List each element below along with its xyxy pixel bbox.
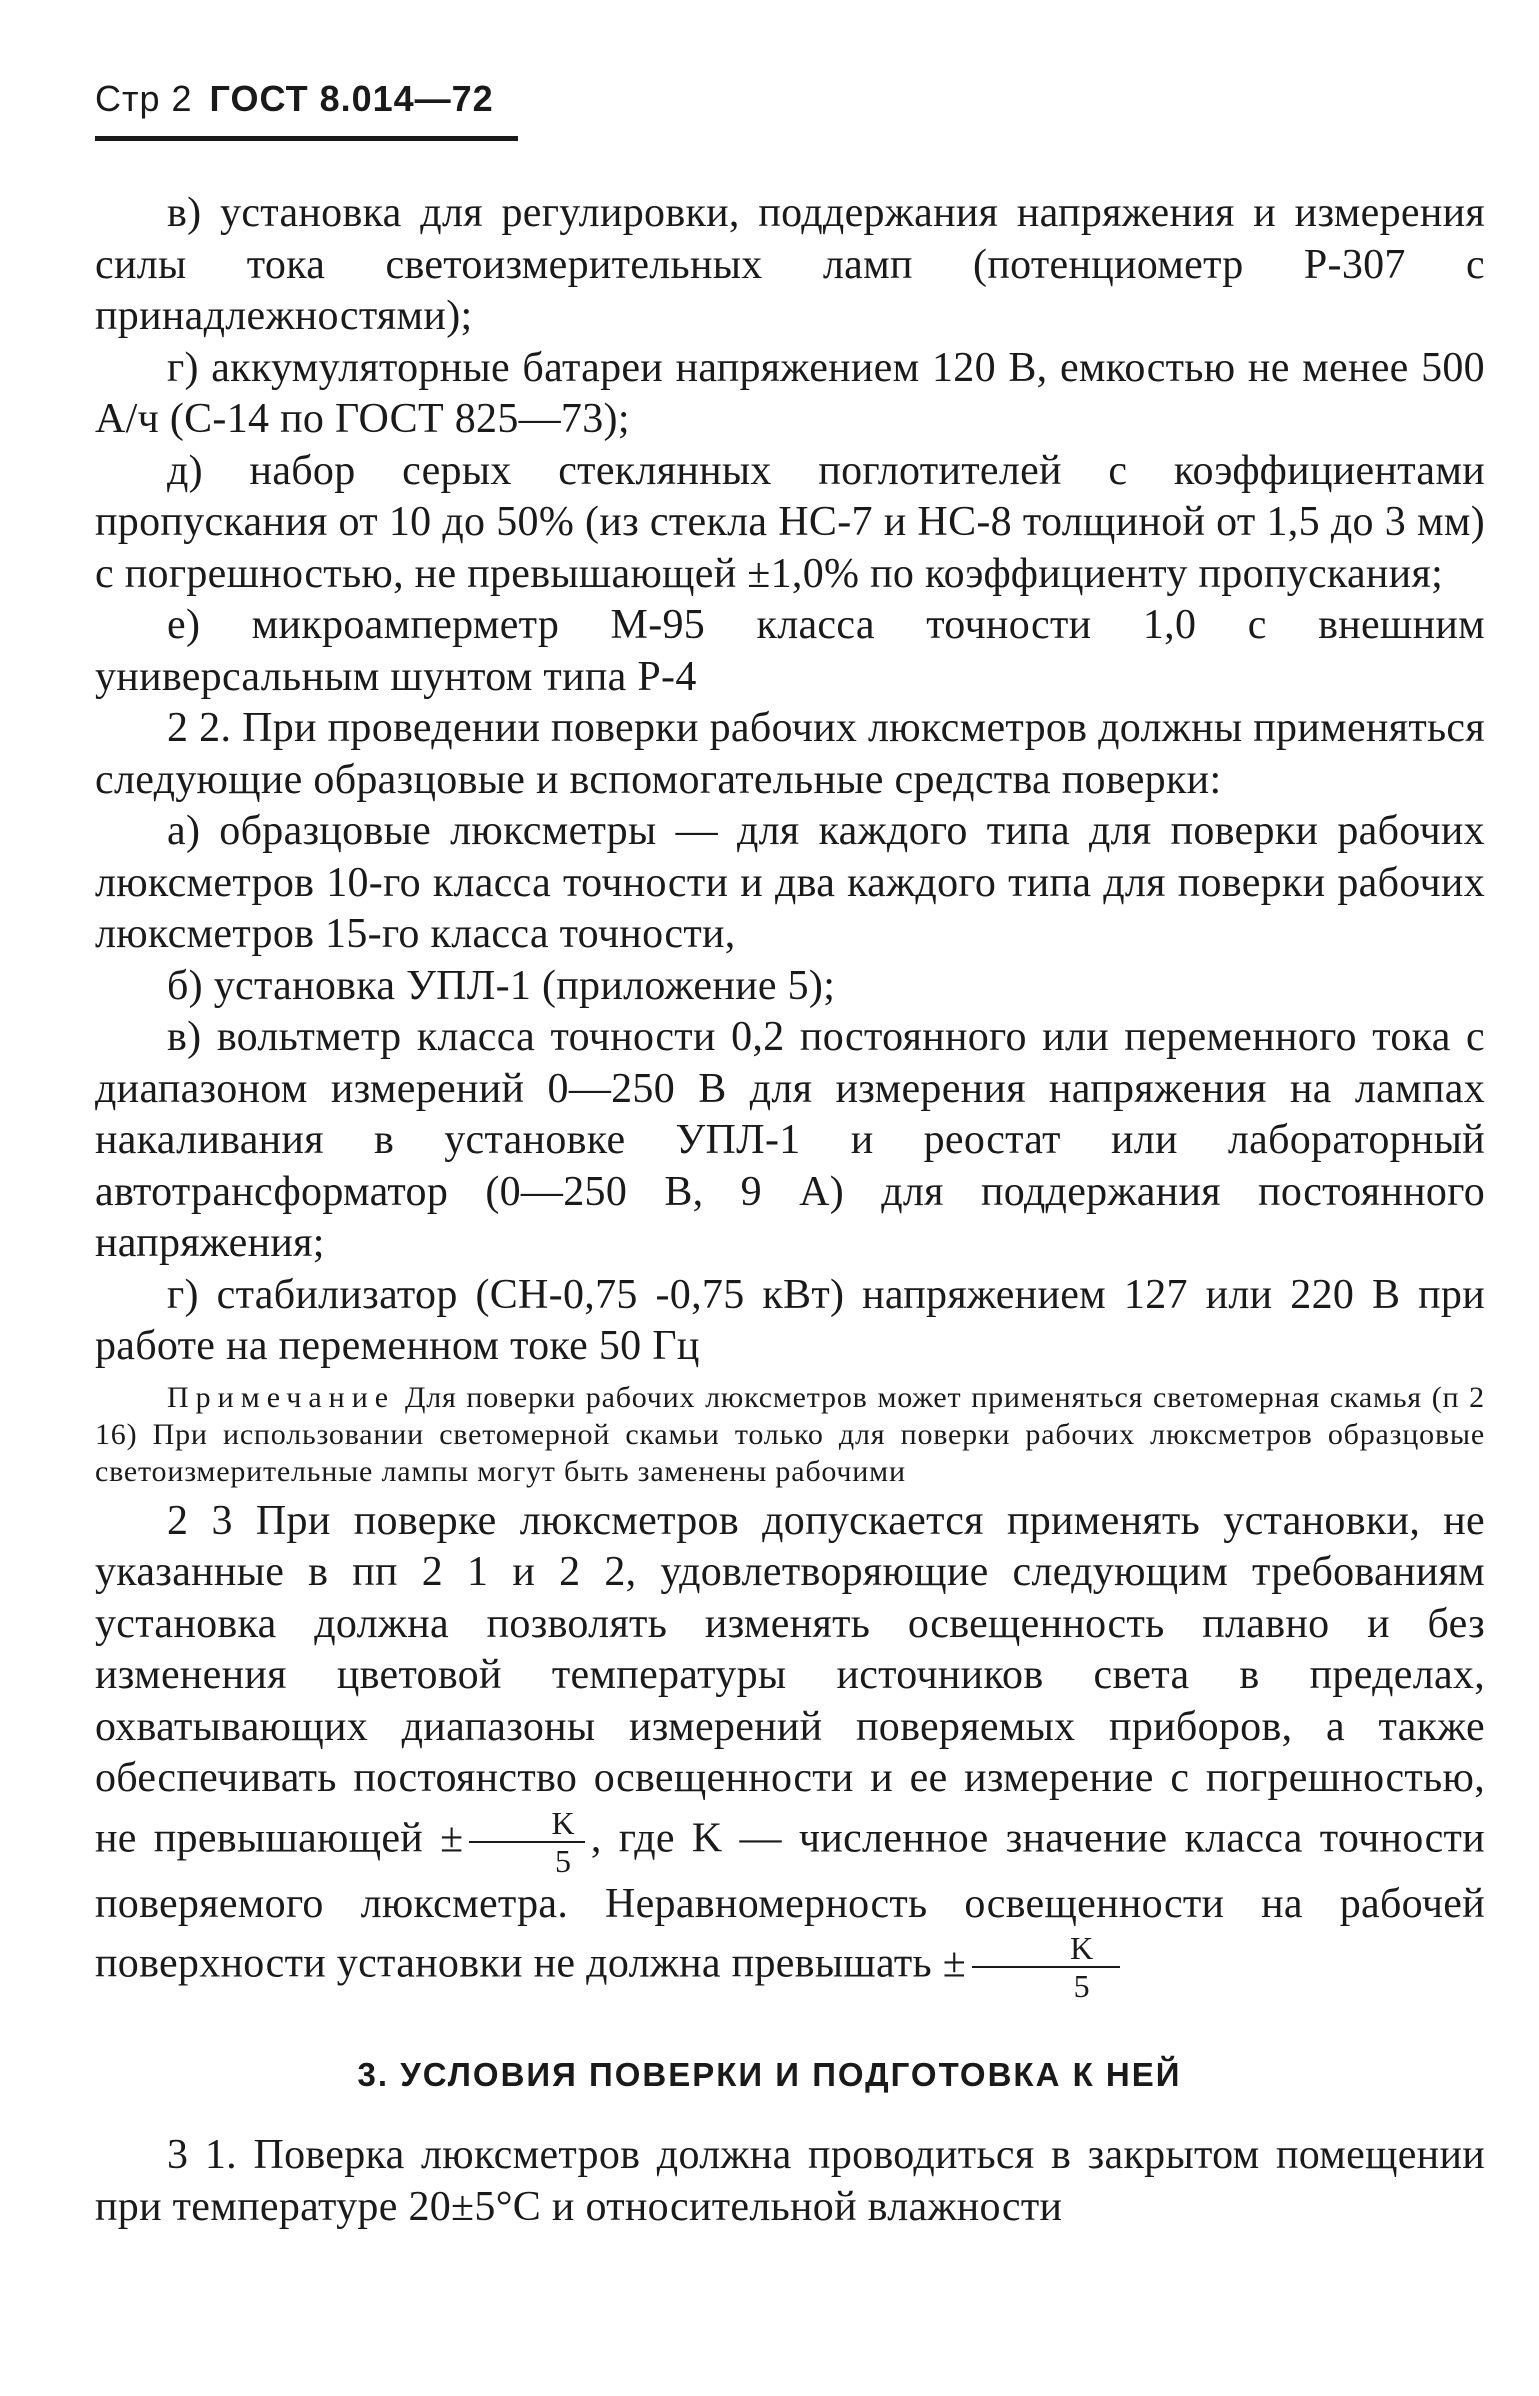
note-label: Примечание <box>167 1380 396 1414</box>
main-text <box>95 188 1485 2004</box>
fraction-k-over-5 <box>469 1805 584 1879</box>
note <box>95 1379 1485 1490</box>
fraction-numerator: K <box>551 1804 575 1841</box>
section-heading: 3. УСЛОВИЯ ПОВЕРКИ И ПОДГОТОВКА К НЕЙ <box>357 2056 1182 2093</box>
paragraph-item-e: е) микроамперметр М-95 класса точности 1,0 с внешним универсальным шунтом типа Р-4 <box>95 602 1485 700</box>
fraction-denominator: 5 <box>469 1841 584 1879</box>
paragraph-2-3 <box>95 1496 1485 2005</box>
paragraph-item-v: в) установка для регулировки, поддержания напряжения и измерения силы тока светоизмерительных ламп (потенциометр Р-307 с принадлежностями); <box>95 190 1485 339</box>
paragraph-2-2-g: г) стабилизатор (СН-0,75 -0,75 кВт) напряжением 127 или 220 В при работе на переменном токе 50 Гц <box>95 1271 1485 1369</box>
fraction-denominator-second: 5 <box>972 1966 1119 2004</box>
standard-number: ГОСТ 8.014—72 <box>209 78 494 119</box>
paragraph-item-g: г) аккумуляторные батареи напряжением 120 В, емкостью не менее 500 А/ч (С-14 по ГОСТ 825—73); <box>95 344 1485 442</box>
header-rule <box>95 136 518 141</box>
fraction-numerator-second: K <box>1070 1930 1094 1966</box>
page-number: Стр 2 <box>95 78 193 119</box>
paragraph-2-2-b: б) установка УПЛ-1 (приложение 5); <box>167 962 836 1009</box>
page-header <box>95 78 494 120</box>
paragraph-2-3-text-1: 2 3 При поверке люксметров допускается применять установки, не указанные в пп 2 1 и 2 2, удовлетворяющие следующим требованиям установка должна позволять изменять освещенность плавно и без изменения цветовой температуры источников света в пределах, охватывающих диапазоны измерений поверяемых приборов, а также обеспечивать постоянство освещенности и ее измерение с погрешностью, не превышающей ± <box>95 1497 1485 1862</box>
note-text: Для поверки рабочих люксметров может применяться светомерная скамья (п 2 16) При использовании светомерной скамьи только для поверки рабочих люксметров образцовые светоизмерительные лампы могут быть заменены рабочими <box>95 1380 1485 1488</box>
section-3-text <box>95 2130 1485 2233</box>
fraction-k-over-5-second <box>972 1930 1119 2004</box>
paragraph-item-d: д) набор серых стеклянных поглотителей с коэффициентами пропускания от 10 до 50% (из стекла НС-7 и НС-8 толщиной от 1,5 до 3 мм) с погрешностью, не превышающей ±1,0% по коэффициенту пропускания; <box>95 447 1485 597</box>
paragraph-2-2: 2 2. При проведении поверки рабочих люксметров должны применяться следующие образцовые и вспомогательные средства поверки: <box>95 705 1485 803</box>
paragraph-2-2-a: а) образцовые люксметры — для каждого типа для поверки рабочих люксметров 10-го класса точности и два каждого типа для поверки рабочих люксметров 15-го класса точности, <box>95 808 1485 957</box>
paragraph-3-1: 3 1. Поверка люксметров должна проводиться в закрытом помещении при температуре 20±5°С и относительной влажности <box>95 2132 1485 2230</box>
paragraph-2-3-text-2: , где K — численное значение класса точности поверяемого люксметра. Неравномерность освещенности на рабочей поверхности установки не должна превышать ± <box>95 1815 1485 1987</box>
paragraph-2-2-v: в) вольтметр класса точности 0,2 постоянного или переменного тока с диапазоном измерений 0—250 В для измерения напряжения на лампах накаливания в установке УПЛ-1 и реостат или лабораторный автотрансформатор (0—250 В, 9 А) для поддержания постоянного напряжения; <box>95 1014 1485 1266</box>
